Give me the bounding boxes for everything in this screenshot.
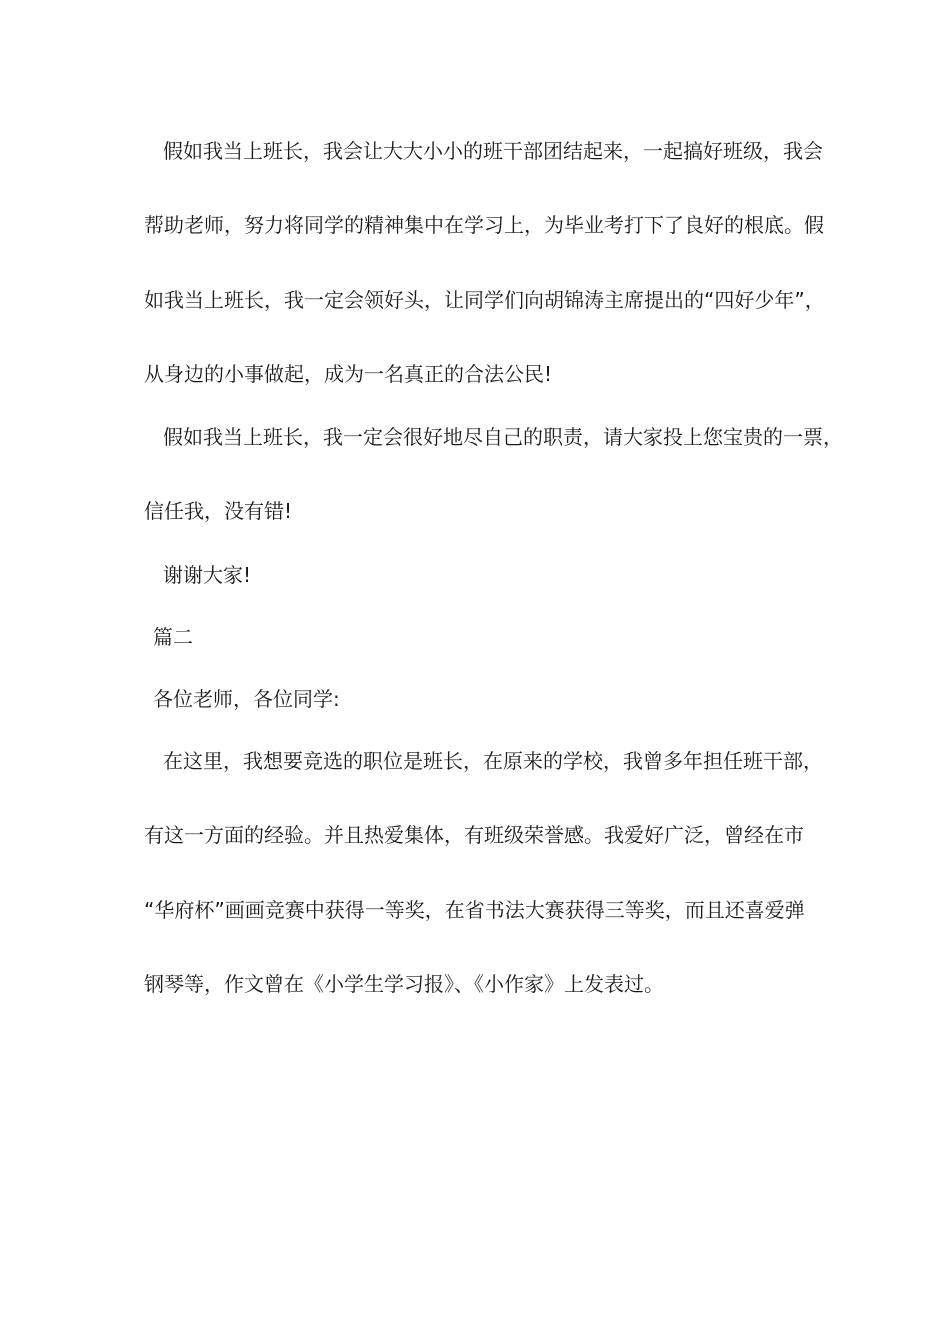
paragraph-line: 假如我当上班长，我会让大大小小的班干部团结起来，一起搞好班级，我会: [163, 139, 823, 163]
paragraph-line: 信任我，没有错!: [144, 499, 293, 523]
paragraph-line: 在这里，我想要竞选的职位是班长，在原来的学校，我曾多年担任班干部，: [163, 749, 823, 773]
paragraph-line: 钢琴等，作文曾在《小学生学习报》、《小作家》上发表过。: [144, 972, 664, 996]
closing-line: 谢谢大家!: [163, 563, 252, 587]
paragraph-line: 从身边的小事做起，成为一名真正的合法公民!: [144, 362, 553, 386]
paragraph-line: 帮助老师，努力将同学的精神集中在学习上，为毕业考打下了良好的根底。假: [144, 213, 824, 237]
paragraph-line: “华府杯”画画竞赛中获得一等奖，在省书法大赛获得三等奖，而且还喜爱弹: [144, 898, 805, 922]
section-heading: 篇二: [153, 625, 193, 649]
paragraph-line: 如我当上班长，我一定会领好头，让同学们向胡锦涛主席提出的“四好少年”，: [144, 288, 825, 312]
paragraph-line: 有这一方面的经验。并且热爱集体，有班级荣誉感。我爱好广泛，曾经在市: [144, 823, 804, 847]
salutation-line: 各位老师，各位同学:: [153, 687, 340, 711]
paragraph-line: 假如我当上班长，我一定会很好地尽自己的职责，请大家投上您宝贵的一票，: [163, 425, 843, 449]
